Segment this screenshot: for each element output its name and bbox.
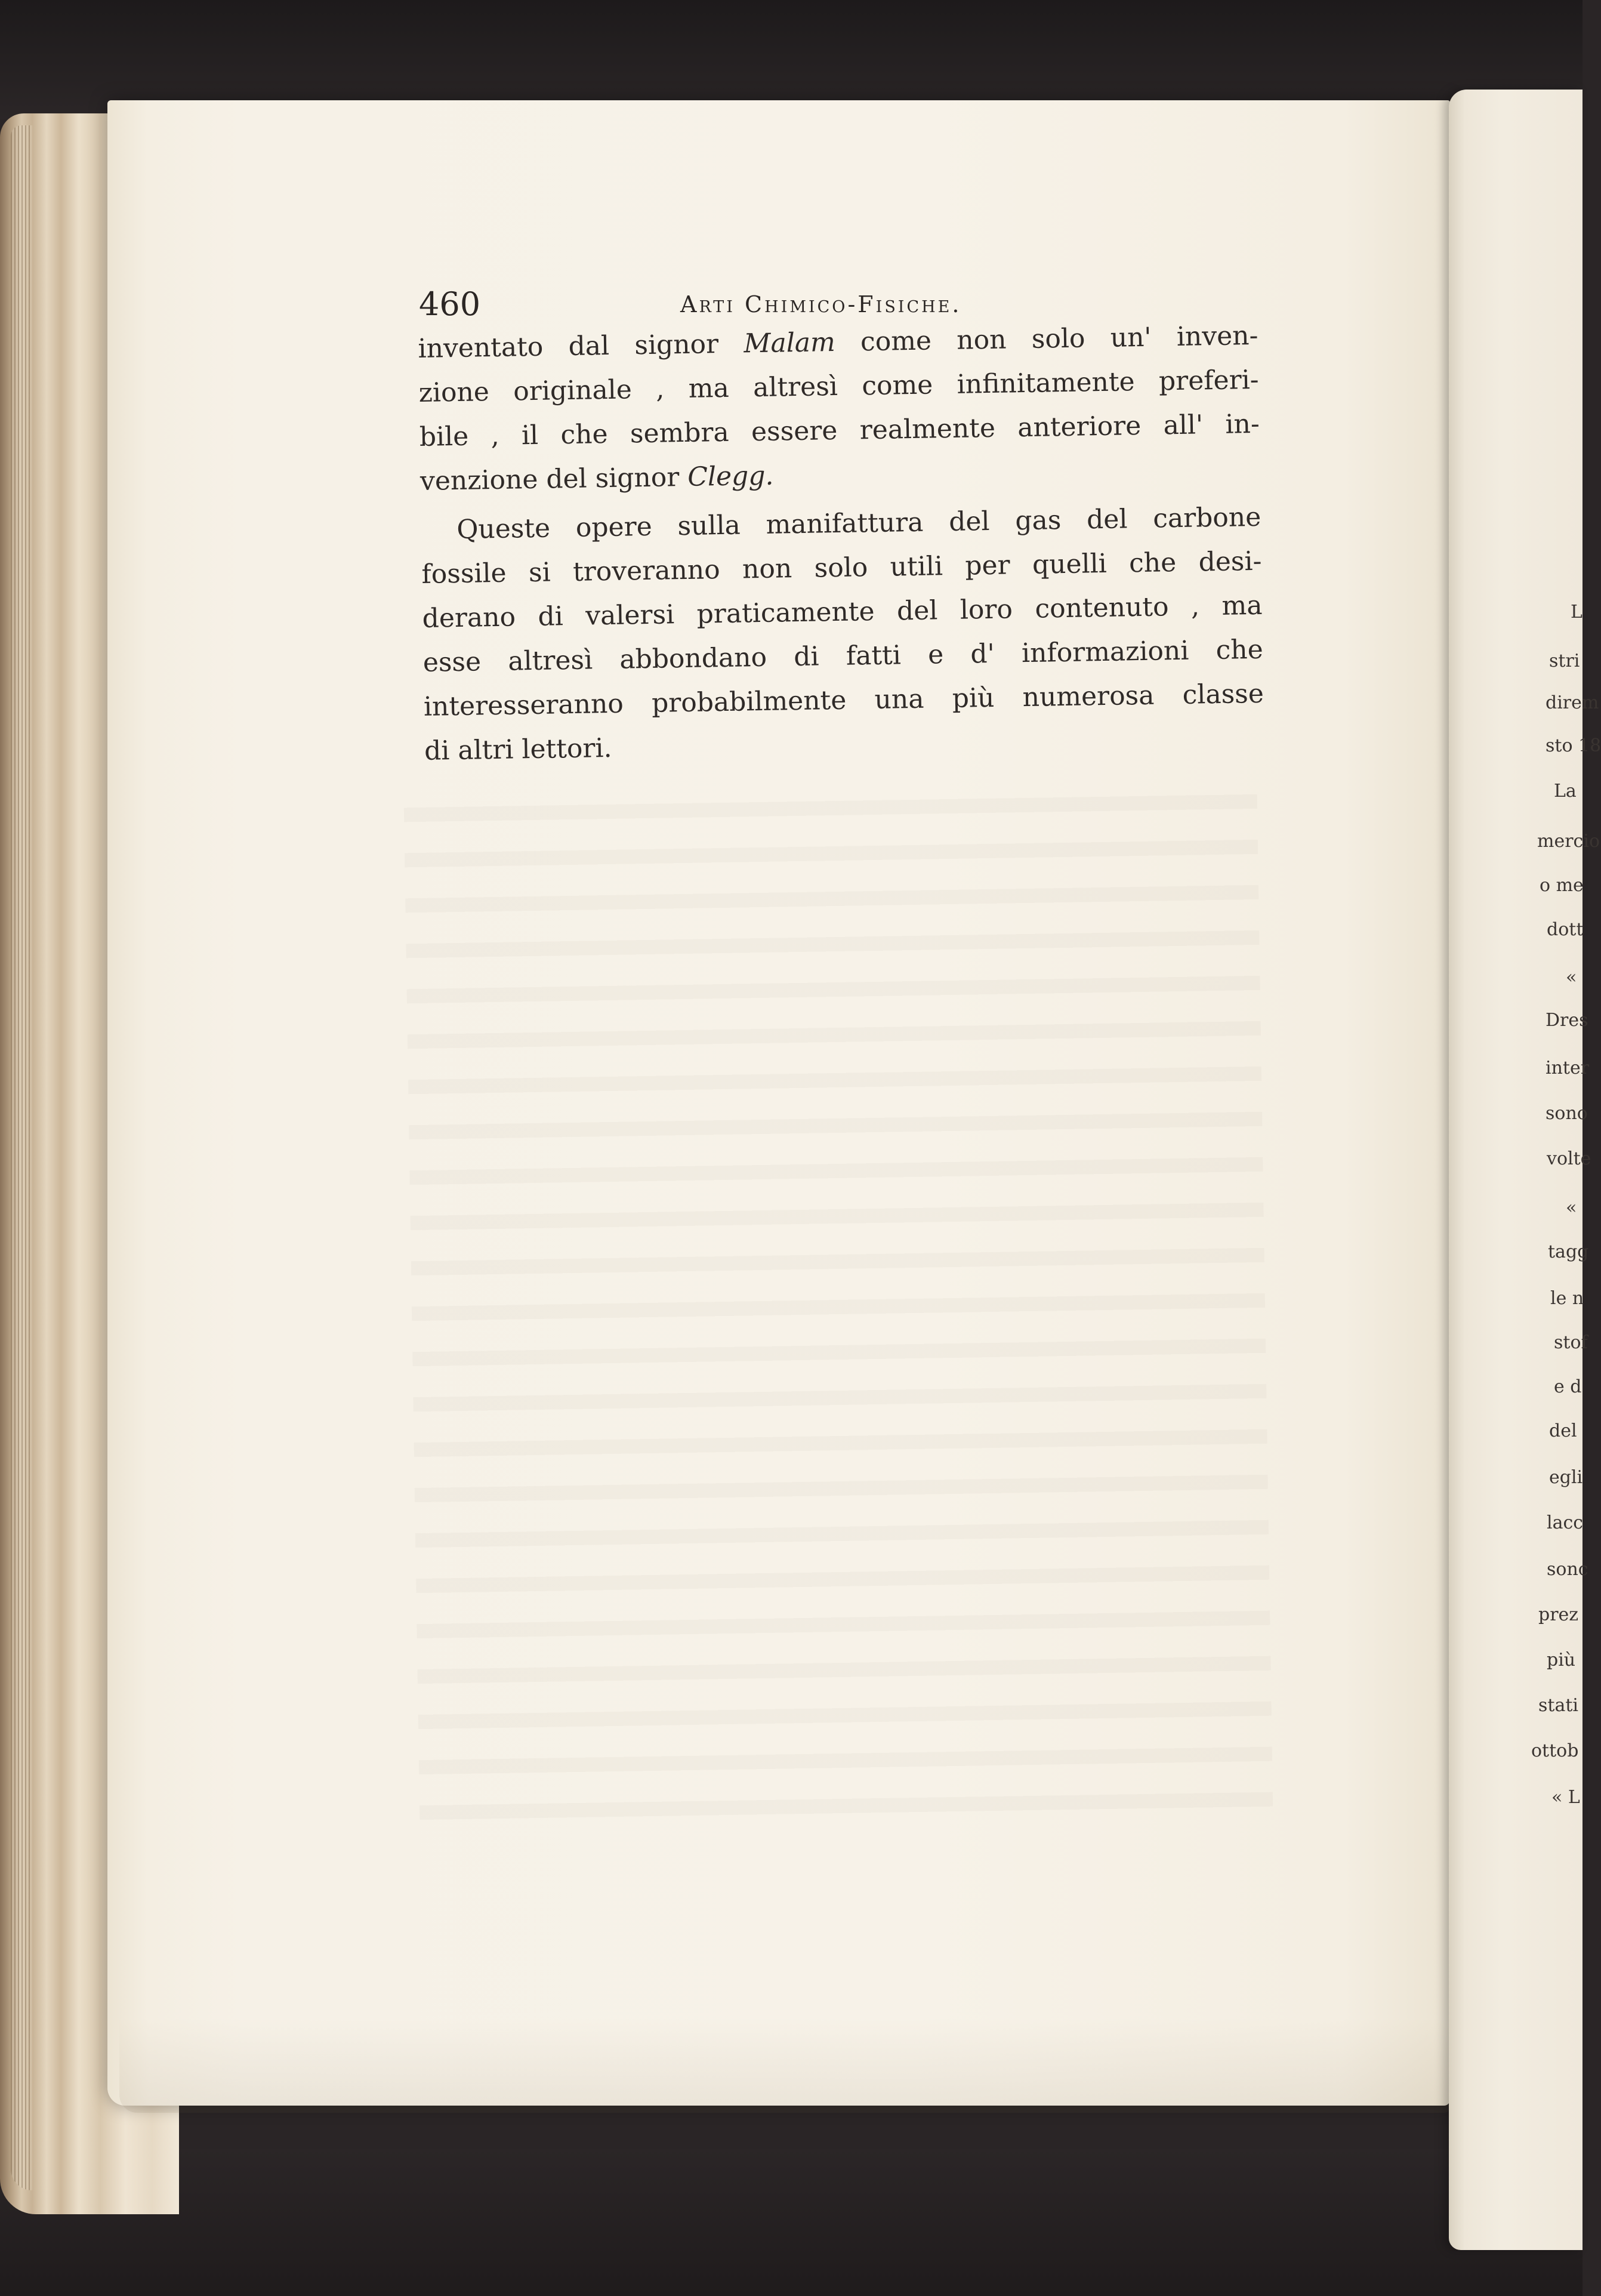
facing-page-fragment: le n — [1550, 1288, 1584, 1309]
facing-page-fragment: dott — [1547, 919, 1584, 940]
facing-page-fragment: « L — [1551, 1787, 1580, 1808]
facing-page-fragment: mercio — [1537, 831, 1600, 852]
facing-page-fragment: « — [1566, 967, 1577, 988]
facing-page-fragment: sonc — [1547, 1559, 1588, 1580]
facing-page-fragment: più — [1547, 1650, 1576, 1671]
facing-page-fragment: stof — [1554, 1332, 1588, 1353]
dark-background-bottom — [0, 2149, 1583, 2296]
page-number: 460 — [419, 285, 481, 323]
text-line: fossile si troveranno non solo utili per quelli che desi- — [421, 546, 1262, 590]
facing-page-fragment: ottob — [1531, 1740, 1579, 1761]
facing-page-fragment: volte — [1547, 1148, 1591, 1169]
show-through-text — [403, 769, 1273, 1845]
facing-page-fragment: inter — [1546, 1058, 1590, 1078]
text-line: di altri lettori. — [424, 732, 612, 766]
text-line: Queste opere sulla manifattura del gas del carbone — [456, 501, 1261, 546]
text-line: interesseranno probabilmente una più numerosa classe — [423, 678, 1264, 722]
facing-page-fragment: sto 18 — [1546, 735, 1601, 756]
text-line: zione originale , ma altresì come infinitamente preferi- — [418, 364, 1259, 408]
page-shadow — [119, 2017, 1450, 2113]
text-line: bile , il che sembra essere realmente anteriore all' in- — [419, 408, 1260, 452]
facing-page-fragment: del — [1549, 1420, 1577, 1441]
text-line: venzione del signor Clegg. — [419, 460, 774, 497]
worn-page-edges — [11, 125, 32, 2190]
facing-page-fragment: Dres — [1546, 1010, 1588, 1031]
facing-page-fragment: e d — [1554, 1376, 1582, 1397]
name-clegg: Clegg. — [687, 460, 774, 492]
facing-page — [1449, 90, 1583, 2250]
facing-page-fragment: direm — [1546, 692, 1599, 713]
facing-page-fragment: o me — [1540, 875, 1584, 896]
body-text — [418, 314, 1265, 773]
text-line: inventato dal signor Malam come non solo un' inven- — [418, 320, 1258, 364]
facing-page-fragment: L — [1571, 602, 1583, 622]
facing-page-fragment: egli — [1549, 1467, 1583, 1488]
facing-page-fragment: prez — [1538, 1604, 1579, 1625]
facing-page-fragment: La — [1554, 781, 1577, 802]
facing-page-fragment: tagg — [1548, 1241, 1589, 1262]
facing-page-fragment: lacc — [1547, 1512, 1584, 1533]
running-head-title: Arti Chimico-Fisiche. — [680, 291, 962, 318]
facing-page-fragment: « — [1566, 1197, 1577, 1218]
text-line: esse altresì abbondano di fatti e d' informazioni che — [422, 634, 1264, 678]
facing-page-fragment: sono — [1546, 1103, 1588, 1124]
name-malam: Malam — [744, 327, 836, 359]
text-line: derano di valersi praticamente del loro contenuto , ma — [422, 590, 1263, 634]
facing-page-fragment: stati — [1538, 1695, 1578, 1716]
facing-page-fragment: stri — [1549, 651, 1580, 671]
